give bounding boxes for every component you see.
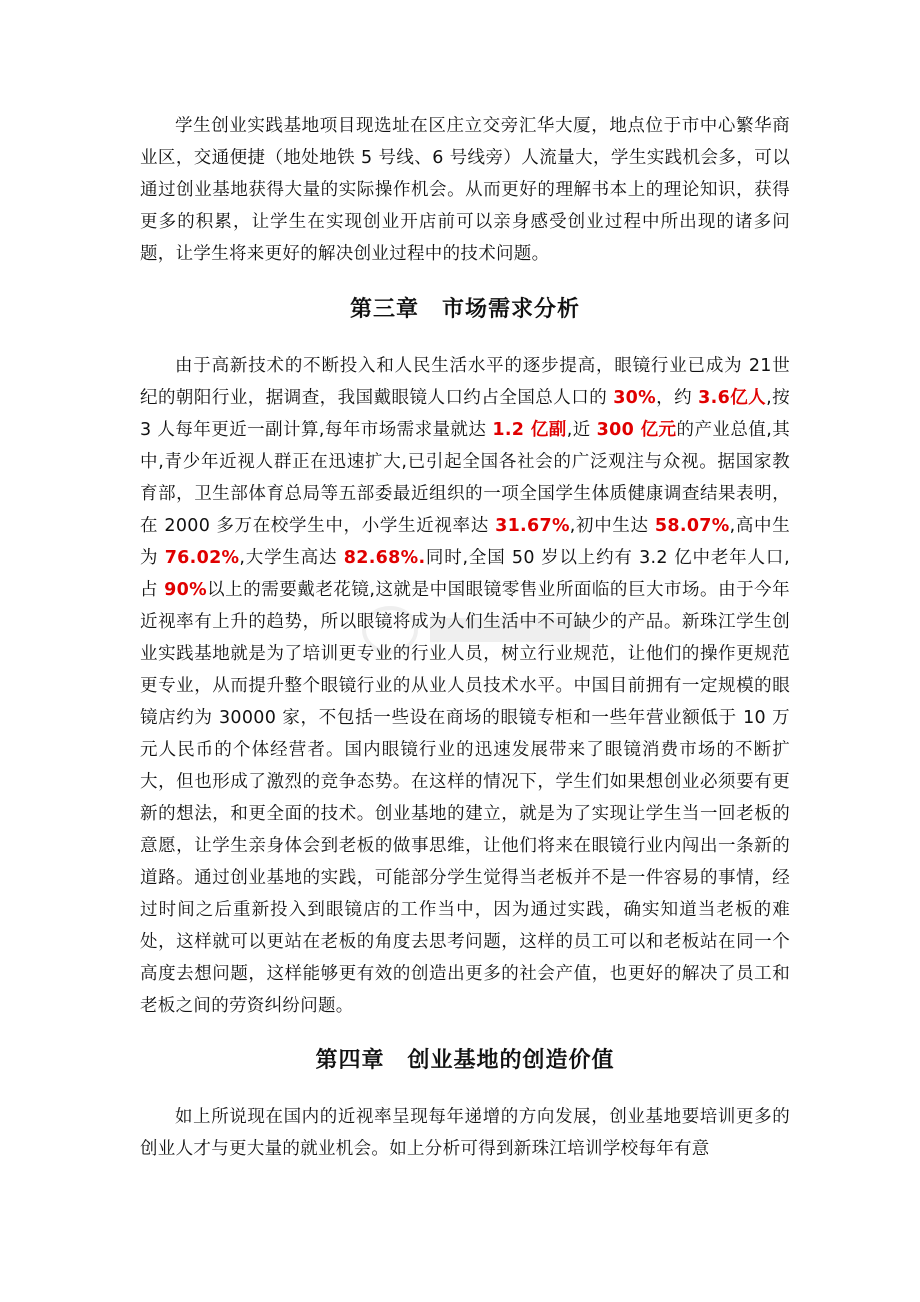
paragraph-site-location	[140, 110, 790, 270]
paragraph-market-demand	[140, 350, 790, 1022]
text-run: 的产业总值,其中,青少年近视人群正在迅速扩大,已引起全国各社会的广泛观注与众视。据国家教育部，卫生部体育总局等五部委最近组织的一项全国学生体质健康调查结果表明，在 2000 多万在校学生中，小学生近视率达	[140, 420, 791, 536]
text-run: ,大学生高达	[239, 548, 344, 568]
text-run: ,近	[566, 420, 597, 440]
text-run: 由于高新技术的不断投入和人民生活水平的逐步提高，眼镜行业已成为 21世纪的朝阳行业，据调查，我国戴眼镜人口约占全国总人口的	[140, 356, 790, 408]
chapter-4-heading: 第四章 创业基地的创造价值	[315, 1048, 615, 1073]
text-run: 以上的需要戴老花镜,这就是中国眼镜零售业所面临的巨大市场。由于今年近视率有上升的趋势，所以眼镜将成为人们生活中不可缺少的产品。新珠江学生创业实践基地就是为了培训更专业的行业人员，树立行业规范，让他们的操作更规范更专业，从而提升整个眼镜行业的从业人员技术水平。中国目前拥有一定规模的眼镜店约为 30000 家，不包括一些设在商场的眼镜专柜和一些年营业额低于 10 万元人民币的个体经营者。国内眼镜行业的迅速发展带来了眼镜消费市场的不断扩大，但也形成了激烈的竞争态势。在这样的情况下，学生们如果想创业必须要有更新的想法，和更全面的技术。创业基地的建立，就是为了实现让学生当一回老板的意愿，让学生亲身体会到老板的做事思维，让他们将来在眼镜行业内闯出一条新的道路。通过创业基地的实践，可能部分学生觉得当老板并不是一件容易的事情，经过时间之后重新投入到眼镜店的工作当中，因为通过实践，确实知道当老板的难处，这样就可以更站在老板的角度去思考问题，这样的员工可以和老板站在同一个高度去想问题，这样能够更有效的创造出更多的社会产值，也更好的解决了员工和老板之间的劳资纠纷问题。	[140, 580, 790, 1016]
highlighted-figure: 82.68%.	[343, 548, 426, 568]
text-run: 如上所说现在国内的近视率呈现每年递增的方向发展，创业基地要培训更多的创业人才与更大量的就业机会。如上分析可得到新珠江培训学校每年有意	[140, 1107, 790, 1159]
paragraph-value-creation	[140, 1101, 790, 1165]
highlighted-figure: 76.02%	[164, 548, 240, 568]
highlighted-figure: 3.6亿人	[698, 388, 767, 408]
document-body	[140, 110, 790, 1165]
text-run: ,按 3 人每年更近一副计算,每年市场需求量就达	[140, 388, 790, 440]
text-run: ,高中生为	[140, 516, 790, 568]
highlighted-figure: 58.07%	[654, 516, 730, 536]
highlighted-figure: 300 亿元	[596, 420, 677, 440]
text-run: ，约	[656, 388, 699, 408]
highlighted-figure: 90%	[164, 580, 207, 600]
highlighted-figure: 30%	[613, 388, 656, 408]
text-run: ,初中生达	[569, 516, 655, 536]
text-run: 学生创业实践基地项目现选址在区庄立交旁汇华大厦，地点位于市中心繁华商业区，交通便捷（地处地铁 5 号线、6 号线旁）人流量大，学生实践机会多，可以通过创业基地获得大量的实际操作机会。从而更好的理解书本上的理论知识，获得更多的积累，让学生在实现创业开店前可以亲身感受创业过程中所出现的诸多问题，让学生将来更好的解决创业过程中的技术问题。	[140, 116, 790, 264]
text-run: 同时,全国 50 岁以上约有 3.2 亿中老年人口,占	[140, 548, 790, 600]
highlighted-figure: 1.2 亿副	[492, 420, 567, 440]
chapter-3-heading: 第三章 市场需求分析	[349, 297, 580, 322]
highlighted-figure: 31.67%	[495, 516, 570, 536]
